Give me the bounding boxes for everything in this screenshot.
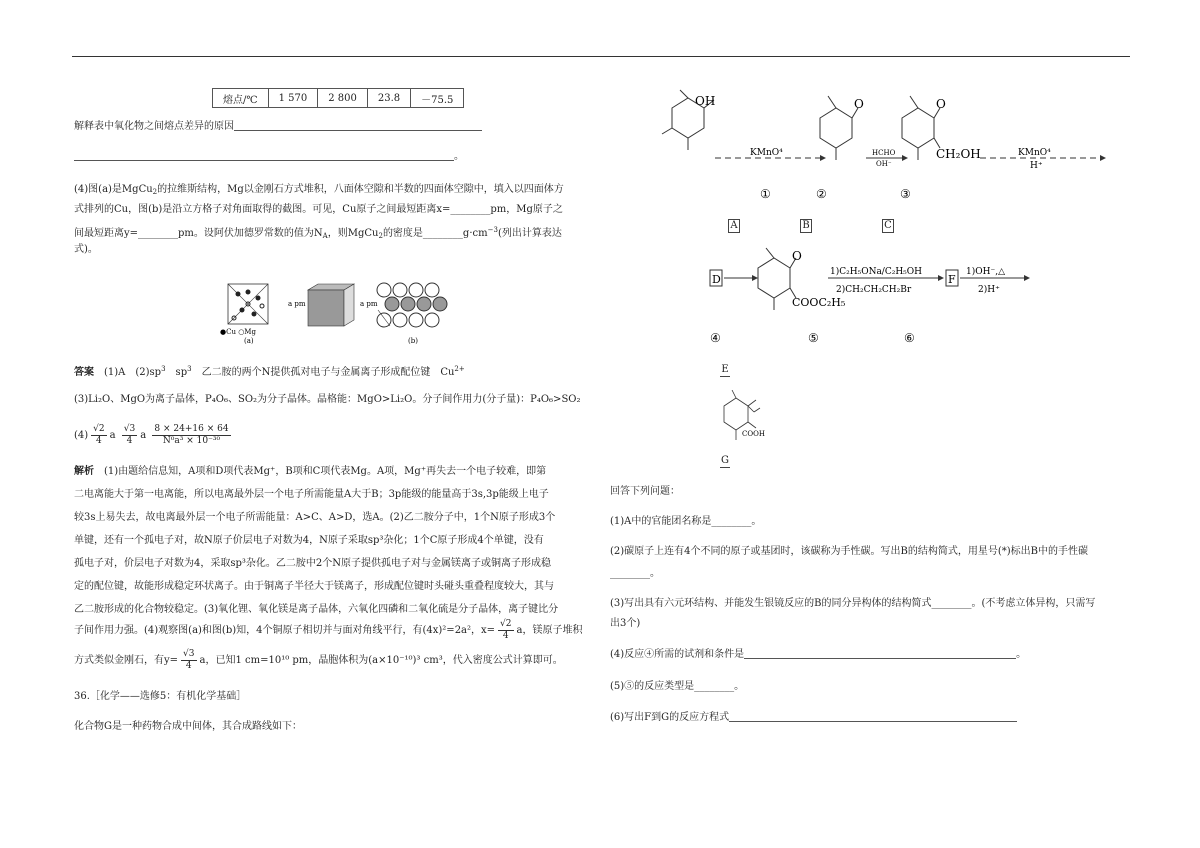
- table-cell: 1 570: [268, 89, 318, 108]
- step-number: ④: [710, 331, 721, 345]
- figure-b: [360, 283, 447, 345]
- answer-line-1: 答案 (1)A $(2)sp^3$ $sp^3$ 乙二胺的两个N提供孤对电子与金属离子形成配位键 $Cu^{2+}$: [74, 365, 465, 378]
- step-number: ⑥: [904, 331, 915, 345]
- explain-line: 子间作用力强。(4)观察图(a)和图(b)知，4个铜原子相切并与面对角线平行，有(4x)²=2a²，x= $\frac{√2}{4}$ a，镁原子堆积: [74, 619, 583, 641]
- reagent-label: KMnO⁴: [1018, 148, 1051, 158]
- question-r2: (2)碳原子上连有4个不同的原子或基团时，该碳称为手性碳。写出B的结构简式，用星号(*)标出B中的手性碳: [610, 546, 1089, 557]
- table-cell: 2 800: [318, 89, 368, 108]
- reagent-label: 1)OH⁻,△: [966, 267, 1005, 277]
- explain-line: 单键，还有一个孤电子对，故N原子价层电子对数为4，N原子采取sp³杂化；1个C原子形成4个单键，没有: [74, 535, 544, 546]
- question-r2-blank: ________。: [610, 568, 660, 579]
- question-4-line1: (4)图(a)是MgCu$_2$的拉维斯结构，Mg以金刚石方式堆积，八面体空隙和半数的四面体空隙中，填入以四面体方: [74, 184, 564, 196]
- carbonyl-label: O: [936, 97, 946, 111]
- question-36-title: 36.［化学——选修5：有机化学基础］: [74, 691, 247, 702]
- compound-box-b: B: [800, 219, 812, 233]
- compound-box-a: A: [728, 219, 740, 233]
- figure-apm-label: a pm: [360, 300, 378, 308]
- explain-line: 方式类似金刚石，有y= $\frac{√3}{4}$ a，已知1 cm=10¹⁰ pm，晶胞体积为(a×10⁻¹⁰)³ cm³，代入密度公式计算即可。: [74, 649, 563, 671]
- synthesis-route-row1: [650, 86, 1120, 226]
- question-r1: (1)A中的官能团名称是________。: [610, 516, 762, 527]
- table-header-cell: 熔点/℃: [213, 89, 269, 108]
- figure-a: [220, 284, 268, 345]
- answer-line-3: (3)Li₂O、MgO为离子晶体，P₄O₆、SO₂为分子晶体。晶格能：MgO>Li₂O。分子间作用力(分子量)：P₄O₆>SO₂: [74, 394, 581, 405]
- reagent-label: 1)C₂H₅ONa/C₂H₅OH: [830, 267, 923, 277]
- figure-a-caption: (a): [244, 337, 254, 345]
- answer-blank-line: 。: [74, 150, 464, 164]
- question-4-line3: 间最短距离y=________pm。设阿伏加德罗常数的值为$N_A$，则MgCu$_2$的密度是$\_\_\_\_\_\_\_\_g\cdot cm^{-3}$(列出计算表达: [74, 226, 562, 240]
- table-cell: －75.5: [411, 89, 464, 108]
- reagent-label: HCHO: [872, 149, 896, 157]
- question-explain: 解释表中氧化物之间熔点差异的原因: [74, 120, 482, 134]
- question-r5: (5)⑤的反应类型是________。: [610, 681, 745, 692]
- compound-box-e: E: [721, 364, 729, 375]
- explain-line: 孤电子对，价层电子对数为4，采取sp³杂化。乙二胺中2个N原子提供孤电子对与金属镁离子或铜离子形成稳: [74, 558, 552, 569]
- question-4-line2: 式排列的Cu，图(b)是沿立方格子对角面取得的截图。可见，Cu原子之间最短距离x=________pm，Mg原子之: [74, 204, 563, 215]
- answer-label: 答案: [74, 367, 94, 378]
- question-r3-note: 出3个): [610, 618, 641, 629]
- question-r6: (6)写出F到G的反应方程式: [610, 711, 1017, 725]
- step-number: ①: [760, 187, 771, 201]
- question-r4: (4)反应④所需的试剂和条件是 。: [610, 649, 1027, 660]
- answer-line-4: (4) $\frac{√2}{4}$ a $\frac{√3}{4}$ a $\frac{8 \times 24+16 \times 64}{\text{N⁰a³ × 10⁻³⁰}}$: [74, 424, 229, 446]
- figure-b-caption: (b): [408, 337, 418, 345]
- compound-box-f: F: [948, 273, 956, 286]
- reagent-label: KMnO⁴: [750, 148, 783, 158]
- question-36-intro: 化合物G是一种药物合成中间体，其合成路线如下：: [74, 721, 302, 732]
- explain-label: 解析: [74, 466, 94, 477]
- figure-apm-label: a pm: [288, 300, 306, 308]
- crystal-structure-figure: [218, 280, 458, 346]
- compound-box-d: D: [712, 273, 721, 286]
- explain-line: 较3s上易失去，故电离最外层一个电子所需能量：A>C、A>D，选A。(2)乙二胺分子中，1个N原子形成3个: [74, 512, 556, 523]
- step-number: ②: [816, 187, 827, 201]
- compound-g-structure: [716, 390, 796, 446]
- question-r3: (3)写出具有六元环结构、并能发生银镜反应的B的同分异构体的结构简式________。(不考虑立体异构，只需写: [610, 598, 1096, 609]
- reagent-label: H⁺: [1030, 161, 1043, 171]
- carbonyl-label: O: [792, 249, 802, 263]
- carboxyl-label: COOH: [742, 430, 765, 438]
- step-number: ③: [900, 187, 911, 201]
- reagent-label: 2)H⁺: [978, 285, 1000, 295]
- ester-label: COOC₂H₅: [792, 296, 846, 309]
- explain-line: 解析 (1)由题给信息知，A项和D项代表Mg⁺，B项和C项代表Mg。A项，Mg⁺再失去一个电子较难，即第: [74, 466, 547, 477]
- figure-cube: [288, 284, 354, 326]
- compound-box-c: C: [882, 219, 894, 233]
- carbonyl-label: O: [854, 97, 864, 111]
- questions-intro: 回答下列问题：: [610, 486, 680, 497]
- figure-legend: ●Cu ○Mg: [220, 328, 256, 336]
- reagent-label: 2)CH₂CH₂CH₂Br: [836, 285, 912, 295]
- explain-line: 定的配位键，故能形成稳定环状离子。由于铜离子半径大于镁离子，形成配位键时头碰头重叠程度较大，其与: [74, 581, 554, 592]
- melting-point-table: [212, 88, 464, 108]
- table-cell: 23.8: [367, 89, 410, 108]
- reagent-label: OH⁻: [876, 160, 892, 168]
- explain-line: 乙二胺形成的化合物较稳定。(3)氧化锂、氧化镁是离子晶体，六氧化四磷和二氧化硫是分子晶体，离子键比分: [74, 604, 559, 615]
- synthesis-route-row2: [700, 246, 1040, 352]
- explain-line: 二电离能大于第一电离能，所以电离最外层一个电子所需能量A大于B；3p能级的能量高于3s,3p能级上电子: [74, 489, 549, 500]
- ch2oh-label: CH₂OH: [936, 147, 981, 161]
- compound-box-g: G: [721, 455, 729, 466]
- question-4-line4: 式)。: [74, 244, 98, 255]
- step-number: ⑤: [808, 331, 819, 345]
- header-rule: [72, 56, 1130, 57]
- hydroxyl-label: OH: [695, 94, 716, 108]
